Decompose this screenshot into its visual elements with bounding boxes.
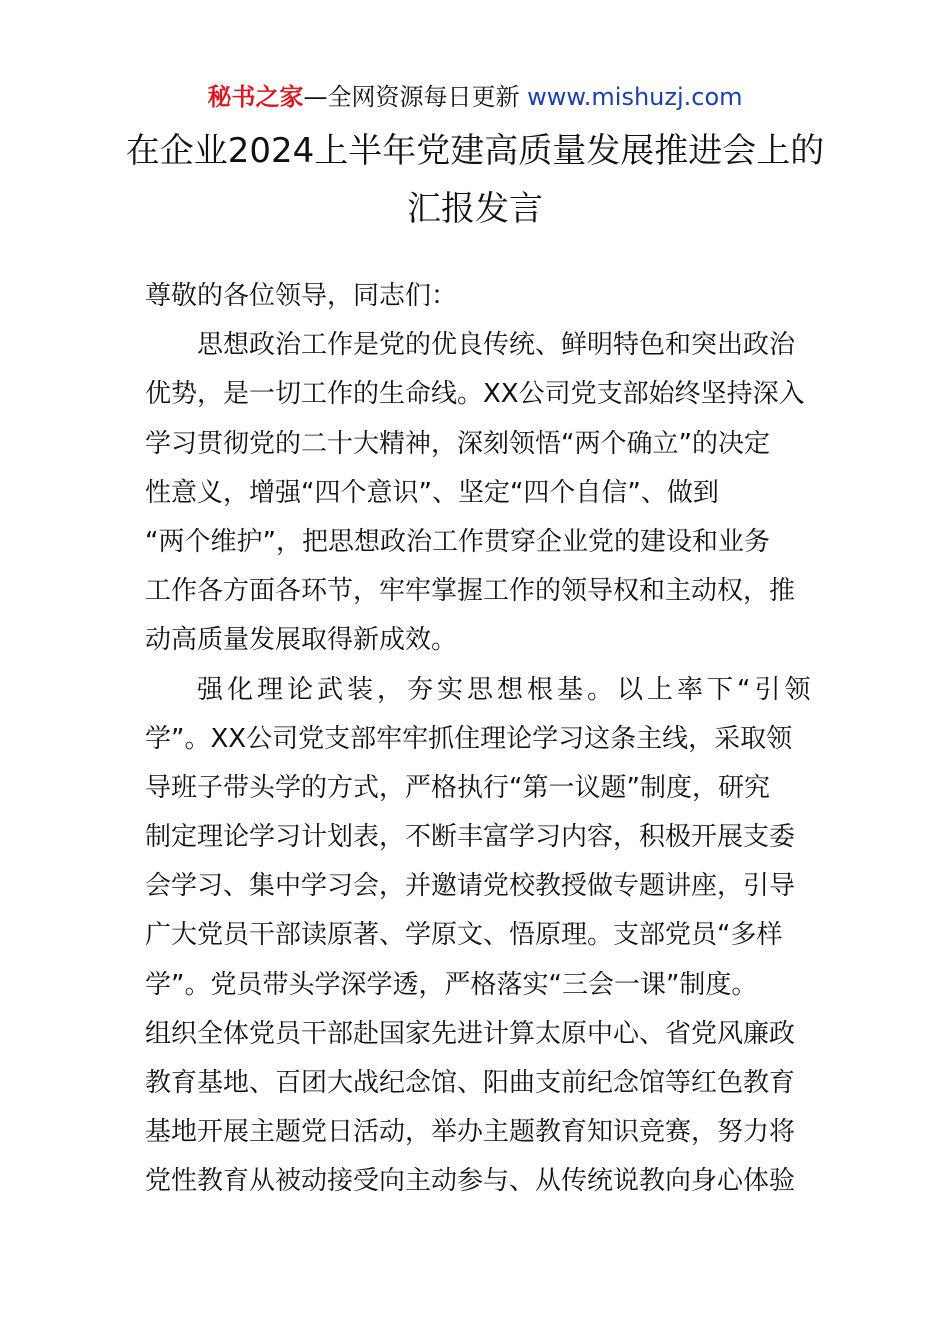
paragraph-line: 广大党员干部读原著、学原文、悟原理。支部党员“多样	[145, 920, 783, 951]
paragraph-line: 学”。党员带头学深学透，严格落实“三会一课”制度。	[145, 969, 758, 1000]
site-tagline: —全网资源每日更新	[303, 83, 528, 111]
salutation: 尊敬的各位领导，同志们：	[145, 281, 458, 311]
paragraph-line: 教育基地、百团大战纪念馆、阳曲支前纪念馆等红色教育	[145, 1068, 796, 1098]
site-header	[0, 80, 950, 114]
paragraph-line: 优势，是一切工作的生命线。XX公司党支部始终坚持深入	[145, 379, 805, 410]
site-name: 秘书之家	[207, 83, 304, 111]
paragraph-line: 制定理论学习计划表，不断丰富学习内容，积极开展支委	[145, 822, 796, 853]
paragraph-line: 动高质量发展取得新成效。	[145, 625, 458, 656]
title-line: 汇报发言	[407, 189, 543, 229]
document-title	[100, 122, 850, 238]
paragraph-line: 会学习、集中学习会，并邀请党校教授做专题讲座，引导	[145, 871, 796, 902]
paragraph-line: 组织全体党员干部赴国家先进计算太原中心、省党风廉政	[145, 1018, 796, 1049]
title-line: 在企业2024上半年党建高质量发展推进会上的	[125, 131, 825, 171]
paragraph-line: 导班子带头学的方式，严格执行“第一议题”制度，研究	[145, 772, 770, 803]
paragraph-line: 学”。XX公司党支部牢牢抓住理论学习这条主线，采取领	[145, 723, 793, 754]
paragraph-line: 工作各方面各环节，牢牢掌握工作的领导权和主动权，推	[145, 576, 796, 607]
paragraph-line: 思想政治工作是党的优良传统、鲜明特色和突出政治	[197, 330, 796, 361]
paragraph-line: 党性教育从被动接受向主动参与、从传统说教向身心体验	[145, 1166, 796, 1197]
site-url-link[interactable]: www.mishuzj.com	[527, 83, 743, 111]
paragraph-line: 性意义，增强“四个意识”、坚定“四个自信”、做到	[145, 477, 719, 508]
paragraph-line: 学习贯彻党的二十大精神，深刻领悟“两个确立”的决定	[145, 428, 770, 459]
paragraph-line: “两个维护”，把思想政治工作贯穿企业党的建设和业务	[145, 526, 770, 557]
document-body	[145, 272, 815, 1207]
section-heading-line: 强化理论武装，夯实思想根基。以上率下“引领	[197, 674, 815, 705]
paragraph-line: 基地开展主题党日活动，举办主题教育知识竞赛，努力将	[145, 1117, 796, 1148]
